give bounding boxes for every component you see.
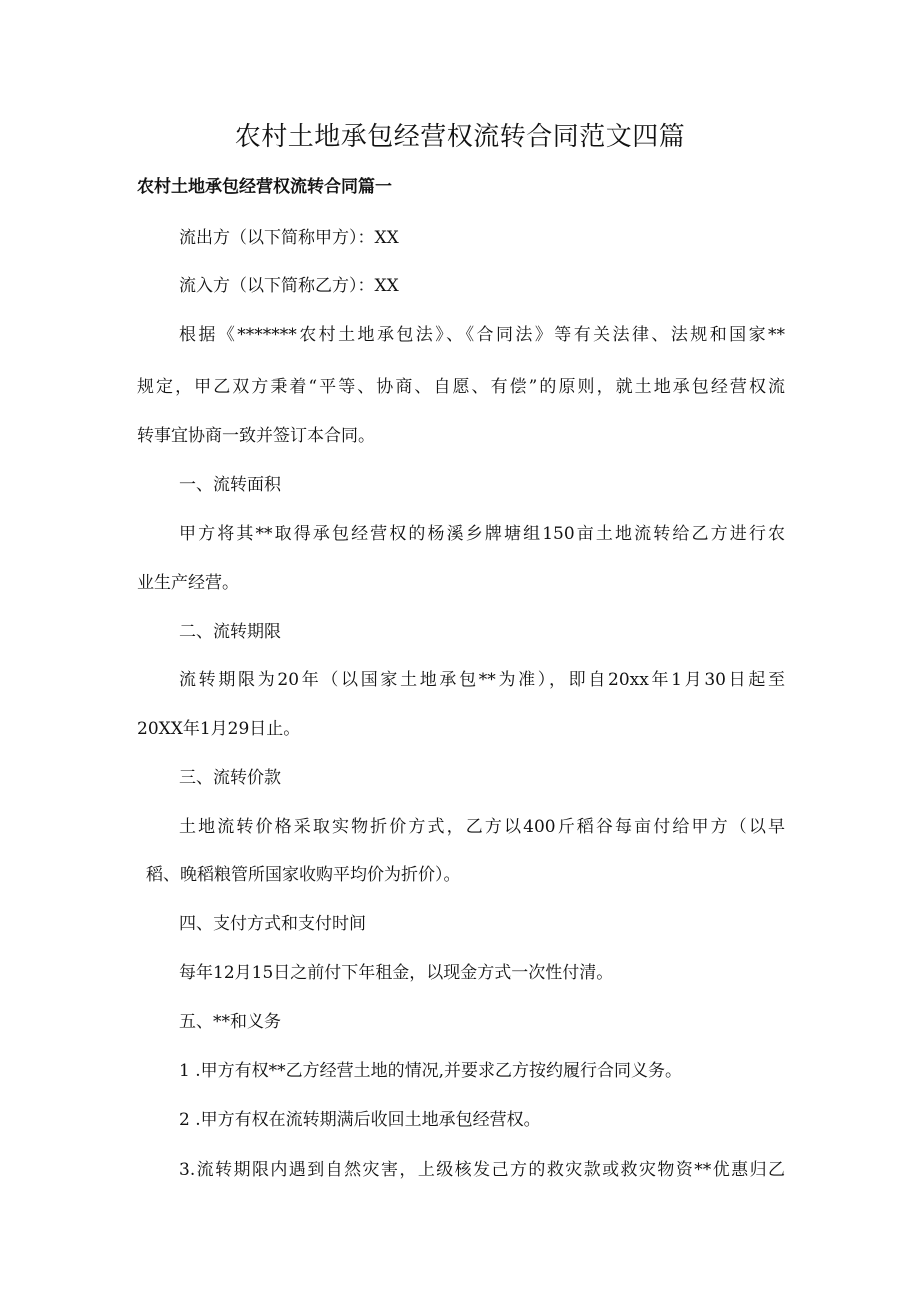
clause-heading: 一、流转面积 — [179, 475, 281, 495]
paragraph-line: 甲方将其**取得承包经营权的杨溪乡牌塘组150亩土地流转给乙方进行农 — [179, 524, 785, 544]
clause-heading: 二、流转期限 — [179, 622, 281, 642]
paragraph-line: 业生产经营。 — [137, 573, 239, 593]
document-title: 农村土地承包经营权流转合同范文四篇 — [234, 122, 686, 152]
clause-heading: 四、支付方式和支付时间 — [179, 914, 366, 934]
party-b-line: 流入方（以下简称乙方）：XX — [179, 276, 399, 296]
clause-heading: 三、流转价款 — [179, 768, 281, 788]
paragraph-line: 规定，甲乙双方秉着“平等、协商、自愿、有偿”的原则，就土地承包经营权流 — [137, 377, 785, 397]
clause-heading: 五、**和义务 — [179, 1012, 281, 1032]
paragraph-line: 每年12月15日之前付下年租金，以现金方式一次性付清。 — [179, 963, 614, 983]
party-a-line: 流出方（以下简称甲方）：XX — [179, 228, 399, 248]
paragraph-line: 稻、晚稻粮管所国家收购平均价为折价）。 — [146, 865, 461, 885]
list-item: 1 .甲方有权**乙方经营土地的情况,并要求乙方按约履行合同义务。 — [179, 1061, 683, 1081]
paragraph-line: 转事宜协商一致并签订本合同。 — [137, 426, 375, 446]
list-item: 2 .甲方有权在流转期满后收回土地承包经营权。 — [179, 1110, 541, 1130]
paragraph-line: 流转期限为20年（以国家土地承包**为准），即自20xx年1月30日起至 — [179, 670, 785, 690]
paragraph-line: 20XX年1月29日止。 — [137, 719, 301, 739]
section-heading: 农村土地承包经营权流转合同篇一 — [137, 177, 392, 197]
list-item: 3.流转期限内遇到自然灾害，上级核发己方的救灾款或救灾物资**优惠归乙 — [179, 1160, 785, 1180]
paragraph-line: 土地流转价格采取实物折价方式，乙方以400斤稻谷每亩付给甲方（以早 — [179, 817, 785, 837]
paragraph-line: 根据《*******农村土地承包法》、《合同法》等有关法律、法规和国家** — [179, 325, 785, 345]
